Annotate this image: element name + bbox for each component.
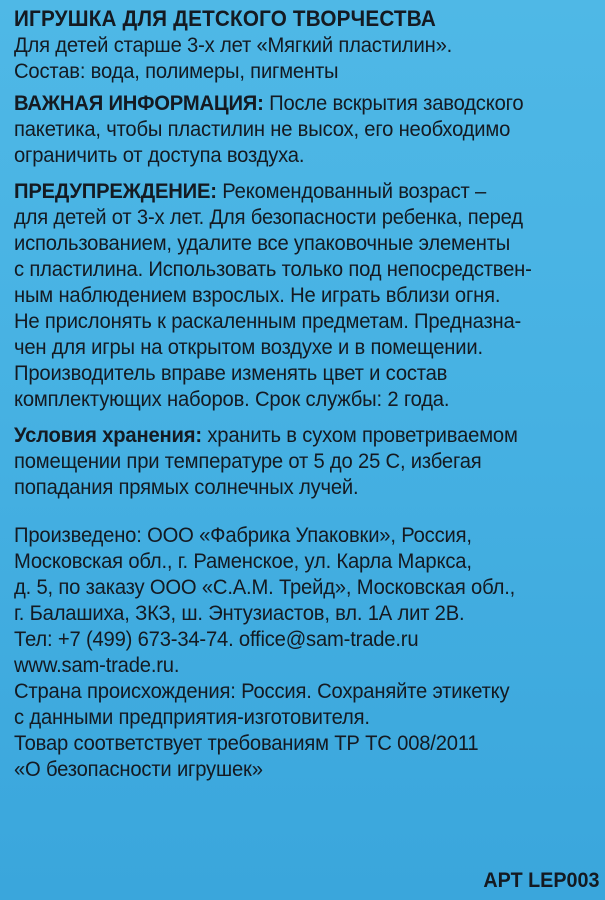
- important-line: пакетика, чтобы пластилин не высох, его необходимо: [14, 117, 511, 141]
- important-first-line: [14, 90, 564, 116]
- storage-heading: Условия хранения:: [14, 423, 202, 447]
- warning-line: для детей от 3-х лет. Для безопасности ребенка, перед: [14, 205, 523, 229]
- important-section: [14, 90, 599, 168]
- warning-line: Производитель вправе изменять цвет и состав: [14, 361, 448, 385]
- storage-first-line: [14, 422, 564, 448]
- manufacturer-line: Московская обл., г. Раменское, ул. Карла Маркса,: [14, 549, 472, 573]
- manufacturer-line: г. Балашиха, ЗКЗ, ш. Энтузиастов, вл. 1А лит 2В.: [14, 601, 465, 625]
- origin-line: с данными предприятия-изготовителя.: [14, 705, 370, 729]
- manufacturer-section: [14, 522, 599, 782]
- warning-line: ным наблюдением взрослых. Не играть вблизи огня.: [14, 283, 501, 307]
- contact-line: Тел: +7 (499) 673-34-74. office@sam-trade.ru: [14, 627, 419, 651]
- manufacturer-line: д. 5, по заказу ООО «С.А.М. Трейд», Московская обл.,: [14, 575, 516, 599]
- warning-section: [14, 178, 599, 412]
- manufacturer-line: Произведено: ООО «Фабрика Упаковки», Россия,: [14, 523, 472, 547]
- label-text-block: [14, 6, 599, 782]
- article-number: АРТ LEP003: [482, 869, 599, 892]
- important-line: ограничить от доступа воздуха.: [14, 143, 305, 167]
- warning-line: Рекомендованный возраст –: [216, 179, 487, 203]
- composition-line: Состав: вода, полимеры, пигменты: [14, 59, 339, 83]
- website-line: www.sam-trade.ru.: [14, 653, 180, 677]
- warning-line: комплектующих наборов. Срок службы: 2 года.: [14, 387, 450, 411]
- origin-line: Страна происхождения: Россия. Сохраняйте этикетку: [14, 679, 510, 703]
- important-line: После вскрытия заводского: [263, 91, 524, 115]
- important-heading: ВАЖНАЯ ИНФОРМАЦИЯ:: [14, 91, 264, 115]
- warning-line: с пластилина. Использовать только под непосредствен-: [14, 257, 532, 281]
- label-title: ИГРУШКА ДЛЯ ДЕТСКОГО ТВОРЧЕСТВА: [14, 6, 436, 31]
- warning-first-line: [14, 178, 564, 204]
- storage-line: хранить в сухом проветриваемом: [201, 423, 518, 447]
- warning-line: Не прислонять к раскаленным предметам. Предназна-: [14, 309, 522, 333]
- age-line: Для детей старше 3-х лет «Мягкий пластилин».: [14, 33, 453, 57]
- storage-line: помещении при температуре от 5 до 25 С, избегая: [14, 449, 482, 473]
- warning-line: чен для игры на открытом воздухе и в помещении.: [14, 335, 483, 359]
- storage-section: [14, 422, 599, 500]
- compliance-line: «О безопасности игрушек»: [14, 757, 263, 781]
- storage-line: попадания прямых солнечных лучей.: [14, 475, 359, 499]
- warning-heading: ПРЕДУПРЕЖДЕНИЕ:: [14, 179, 217, 203]
- compliance-line: Товар соответствует требованиям ТР ТС 008/2011: [14, 731, 479, 755]
- warning-line: использованием, удалите все упаковочные элементы: [14, 231, 511, 255]
